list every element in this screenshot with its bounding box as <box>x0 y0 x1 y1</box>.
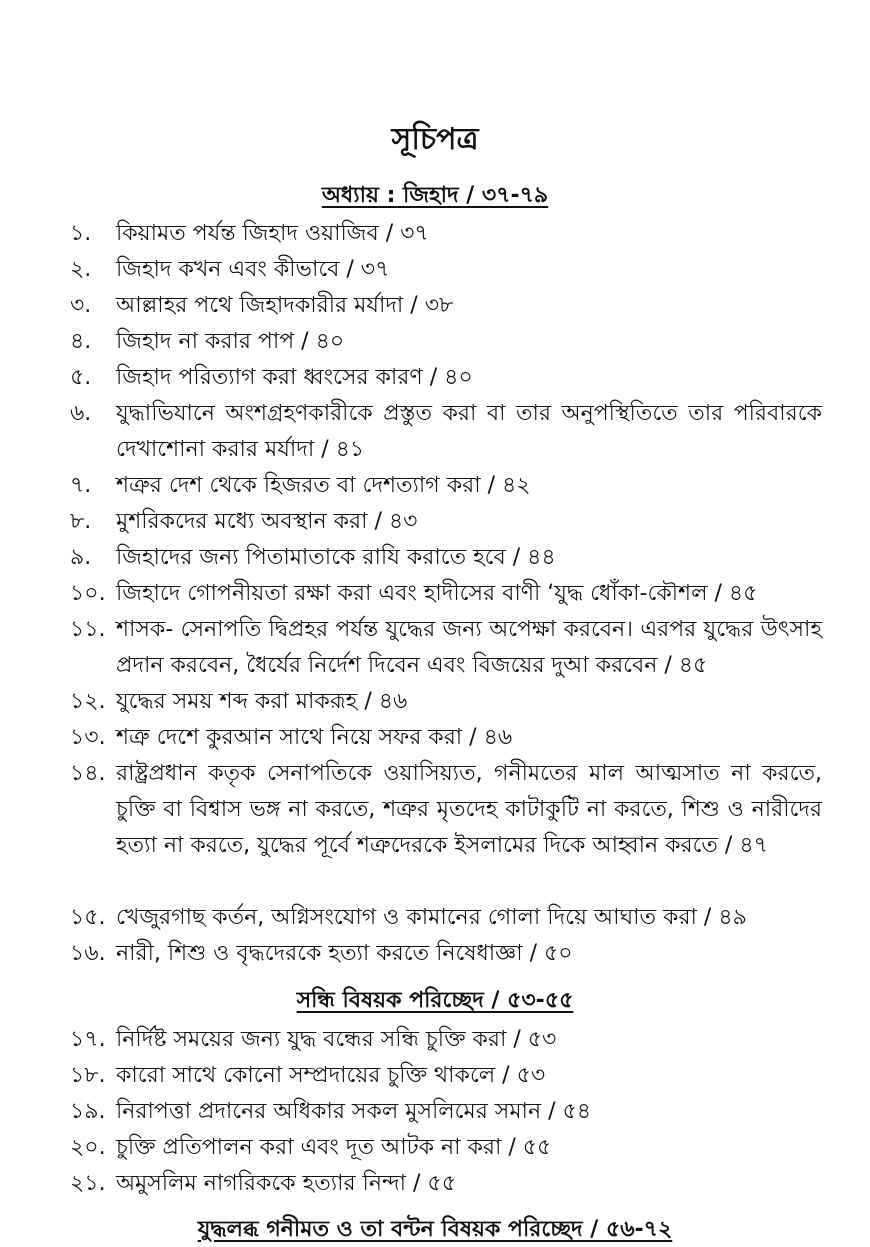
entry-number: ১৯. <box>70 1099 106 1124</box>
toc-entry <box>70 612 822 684</box>
entry-text: শাসক- সেনাপতি দ্বিপ্রহর পর্যন্ত যুদ্ধের জন্য অপেক্ষা করবেন। এরপর যুদ্ধের উৎসাহ প্রদান করবেন, ধৈর্যের নির্দেশ দিবেন এবং বিজয়ের দুআ করবেন / ৪৫ <box>116 617 822 678</box>
entry-text: যুদ্ধাভিযানে অংশগ্রহণকারীকে প্রস্তুত করা বা তার অনুপস্থিতিতে তার পরিবারকে দেখাশোনা করার মর্যাদা / ৪১ <box>116 401 822 462</box>
toc-entry <box>70 216 822 252</box>
entry-text: জিহাদ কখন এবং কীভাবে / ৩৭ <box>116 257 390 282</box>
entry-number: ৯. <box>70 545 92 570</box>
toc-entry <box>70 1094 822 1130</box>
toc-entry <box>70 396 822 468</box>
toc-entry <box>70 1022 822 1058</box>
toc-entry <box>70 324 822 360</box>
entry-text: খেজুরগাছ কর্তন, অগ্নিসংযোগ ও কামানের গোলা দিয়ে আঘাত করা / ৪৯ <box>116 905 747 930</box>
toc-entry <box>70 576 822 612</box>
entry-number: ২১. <box>70 1171 106 1196</box>
toc-entry <box>70 540 822 576</box>
toc-entry <box>70 1166 822 1202</box>
toc-entry <box>70 252 822 288</box>
entry-number: ৮. <box>70 509 92 534</box>
toc-entry <box>70 1058 822 1094</box>
entry-text: শত্রুর দেশ থেকে হিজরত বা দেশত্যাগ করা / ৪২ <box>116 473 531 498</box>
entry-text: জিহাদ পরিত্যাগ করা ধ্বংসের কারণ / ৪০ <box>116 365 473 390</box>
section-heading-spoils: যুদ্ধলব্ধ গনীমত ও তা বন্টন বিষয়ক পরিচ্ছেদ / ৫৬-৭২ <box>197 1217 673 1242</box>
entry-text: জিহাদ না করার পাপ / ৪০ <box>116 329 345 354</box>
entry-number: ১৭. <box>70 1027 106 1052</box>
entry-number: ৫. <box>70 365 92 390</box>
entry-number: ৩. <box>70 293 92 318</box>
entry-number: ১১. <box>70 617 106 642</box>
toc-entry <box>70 1130 822 1166</box>
entry-text: রাষ্ট্রপ্রধান কতৃক সেনাপতিকে ওয়াসিয়্যত, গনীমতের মাল আত্মসাত না করতে, চুক্তি বা বিশ্বাস ভঙ্গ না করতে, শত্রুর মৃতদেহ কাটাকুটি না করতে, শিশু ও নারীদের হত্যা না করতে, যুদ্ধের পূর্বে শত্রুদেরকে ইসলামের দিকে আহ্বান করতে / ৪৭ <box>116 761 822 858</box>
toc-entry <box>70 288 822 324</box>
entry-text: শত্রু দেশে কুরআন সাথে নিয়ে সফর করা / ৪৬ <box>116 725 513 750</box>
entry-number: ১৪. <box>70 761 106 786</box>
entry-text: জিহাদের জন্য পিতামাতাকে রাযি করাতে হবে / ৪৪ <box>116 545 556 570</box>
entry-text: নিরাপত্তা প্রদানের অধিকার সকল মুসলিমের সমান / ৫৪ <box>116 1099 592 1124</box>
toc-entry <box>70 360 822 396</box>
toc-entry <box>70 468 822 504</box>
entry-text: অমুসলিম নাগরিককে হত্যার নিন্দা / ৫৫ <box>116 1171 456 1196</box>
entry-number: ২০. <box>70 1135 106 1160</box>
entry-number: ১৫. <box>70 905 106 930</box>
entry-number: ১. <box>70 221 92 246</box>
toc-entry <box>70 936 822 972</box>
page-title: সূচিপত্র <box>391 122 479 157</box>
toc-entry <box>70 756 822 864</box>
entry-text: নারী, শিশু ও বৃদ্ধদেরকে হত্যা করতে নিষেধাজ্ঞা / ৫০ <box>116 941 573 966</box>
section-heading-jihad: অধ্যায় : জিহাদ / ৩৭-৭৯ <box>321 183 549 208</box>
entry-number: ২. <box>70 257 92 282</box>
toc-entry <box>70 504 822 540</box>
entry-number: ১৩. <box>70 725 106 750</box>
entry-text: যুদ্ধের সময় শব্দ করা মাকরূহ / ৪৬ <box>116 689 408 714</box>
entry-text: আল্লাহর পথে জিহাদকারীর মর্যাদা / ৩৮ <box>116 293 454 318</box>
entry-number: ১৬. <box>70 941 106 966</box>
entry-text: মুশরিকদের মধ্যে অবস্থান করা / ৪৩ <box>116 509 418 534</box>
entry-number: ৭. <box>70 473 92 498</box>
section-heading-treaty: সন্ধি বিষয়ক পরিচ্ছেদ / ৫৩-৫৫ <box>296 988 574 1013</box>
entry-number: ৬. <box>70 401 92 426</box>
entry-text: কিয়ামত পর্যন্ত জিহাদ ওয়াজিব / ৩৭ <box>116 221 429 246</box>
entry-text: চুক্তি প্রতিপালন করা এবং দূত আটক না করা / ৫৫ <box>116 1135 552 1160</box>
entry-number: ১৮. <box>70 1063 106 1088</box>
toc-entry <box>70 684 822 720</box>
entry-number: ১০. <box>70 581 106 606</box>
toc-entry <box>70 900 822 936</box>
entry-text: জিহাদে গোপনীয়তা রক্ষা করা এবং হাদীসের বাণী ‘যুদ্ধ ধোঁকা-কৌশল / ৪৫ <box>116 581 758 606</box>
entry-number: ১২. <box>70 689 106 714</box>
entry-text: কারো সাথে কোনো সম্প্রদায়ের চুক্তি থাকলে / ৫৩ <box>116 1063 546 1088</box>
toc-entry <box>70 720 822 756</box>
entry-text: নির্দিষ্ট সময়ের জন্য যুদ্ধ বন্ধের সন্ধি চুক্তি করা / ৫৩ <box>116 1027 557 1052</box>
entry-number: ৪. <box>70 329 92 354</box>
